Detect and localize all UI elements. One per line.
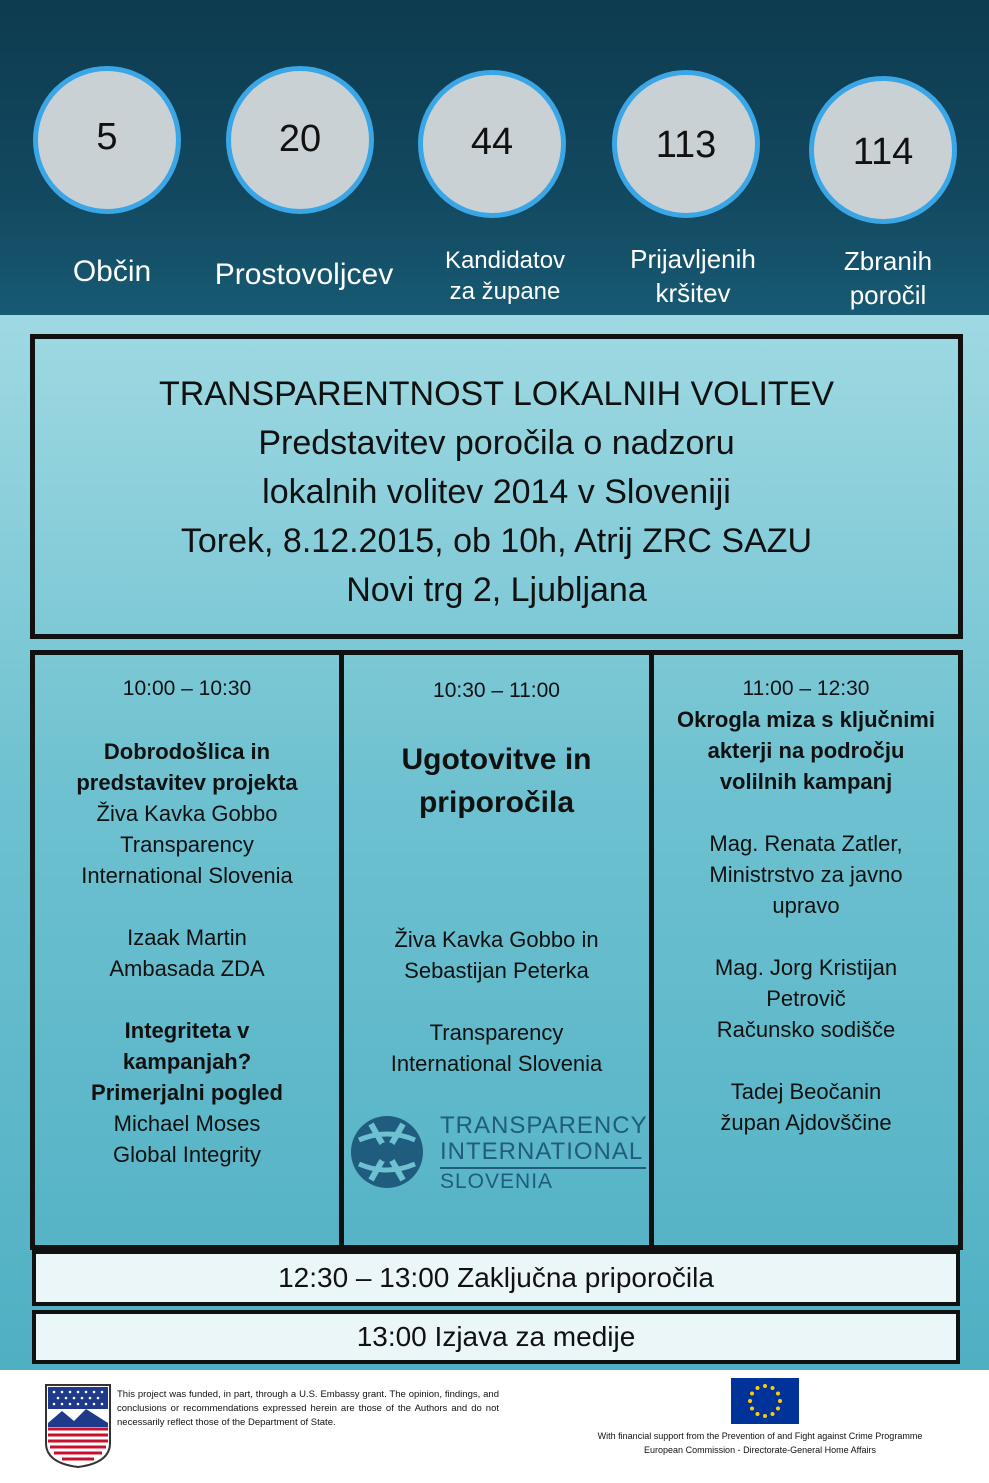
speaker: Tadej Beočanin župan Ajdovščine xyxy=(720,1079,892,1135)
stat-label-reports: Zbranih poročil xyxy=(843,246,933,310)
us-embassy-disclaimer: This project was funded, in part, through a U.S. Embassy grant. The opinion, findings, and conclusions or recommendations expressed herein are those of the Authors and do not necessarily reflect those of the Department of State. xyxy=(117,1389,499,1428)
speaker: Živa Kavka Gobbo Transparency International Slovenia xyxy=(81,801,293,888)
stat-circle-volunteers xyxy=(226,66,374,214)
speaker: Mag. Jorg Kristijan Petrovič Računsko sodišče xyxy=(714,955,898,1042)
us-embassy-seal-icon xyxy=(44,1383,112,1469)
stat-value: 44 xyxy=(470,120,514,163)
event-date: Torek, 8.12.2015, ob 10h, Atrij ZRC SAZU xyxy=(180,522,813,560)
stat-label-volunteers: Prostovoljcev xyxy=(214,258,394,291)
speaker: Izaak Martin Ambasada ZDA xyxy=(109,925,265,981)
stat-circle-reports xyxy=(809,76,957,224)
event-title-box xyxy=(30,334,963,639)
session-heading: Integriteta v kampanjah? Primerjalni pogled xyxy=(91,1018,283,1105)
schedule-column-3 xyxy=(649,650,963,1250)
stat-value: 20 xyxy=(278,117,322,160)
stat-circle-violations xyxy=(612,70,760,218)
event-location: Novi trg 2, Ljubljana xyxy=(346,571,647,609)
stat-value: 114 xyxy=(852,130,914,173)
schedule-column-1 xyxy=(30,650,344,1250)
session-heading: Dobrodošlica in predstavitev projekta xyxy=(76,739,298,795)
media-statement-bar: 13:00 Izjava za medije xyxy=(32,1310,960,1364)
eu-funding-note: With financial support from the Prevention of and Fight against Crime Programme European Commission - Directorate-General Home Affairs xyxy=(597,1431,923,1455)
stat-label-violations: Prijavljenih kršitev xyxy=(630,244,756,308)
stat-label-municipalities: Občin xyxy=(72,255,152,288)
stat-circle-municipalities xyxy=(33,66,181,214)
eu-flag-icon xyxy=(731,1378,799,1424)
stat-circle-candidates xyxy=(418,70,566,218)
stat-label-candidates: Kandidatov za župane xyxy=(444,247,566,306)
closing-session-bar: 12:30 – 13:00 Zaključna priporočila xyxy=(32,1250,960,1306)
event-subtitle: Predstavitev poročila o nadzoru xyxy=(258,424,735,462)
speaker: Živa Kavka Gobbo in Sebastijan Peterka xyxy=(394,927,599,983)
transparency-international-logo-icon xyxy=(345,1110,429,1194)
session-heading: Ugotovitve in priporočila xyxy=(401,743,592,819)
session-time: 10:30 – 11:00 xyxy=(433,679,560,702)
event-title: TRANSPARENTNOST LOKALNIH VOLITEV xyxy=(158,375,835,413)
session-time: 10:00 – 10:30 xyxy=(122,677,252,700)
organization: Transparency International Slovenia xyxy=(390,1020,603,1076)
stat-value: 113 xyxy=(655,123,717,166)
speaker: Michael Moses Global Integrity xyxy=(113,1111,261,1167)
session-time: 11:00 – 12:30 xyxy=(742,677,870,700)
event-subtitle: lokalnih volitev 2014 v Sloveniji xyxy=(262,473,731,511)
session-heading: Okrogla miza s ključnimi akterji na področju volilnih kampanj xyxy=(677,707,935,794)
speaker: Mag. Renata Zatler, Ministrstvo za javno upravo xyxy=(709,831,903,918)
stat-value: 5 xyxy=(96,115,118,158)
ti-logo-text: TRANSPARENCY INTERNATIONAL SLOVENIA xyxy=(440,1112,648,1193)
